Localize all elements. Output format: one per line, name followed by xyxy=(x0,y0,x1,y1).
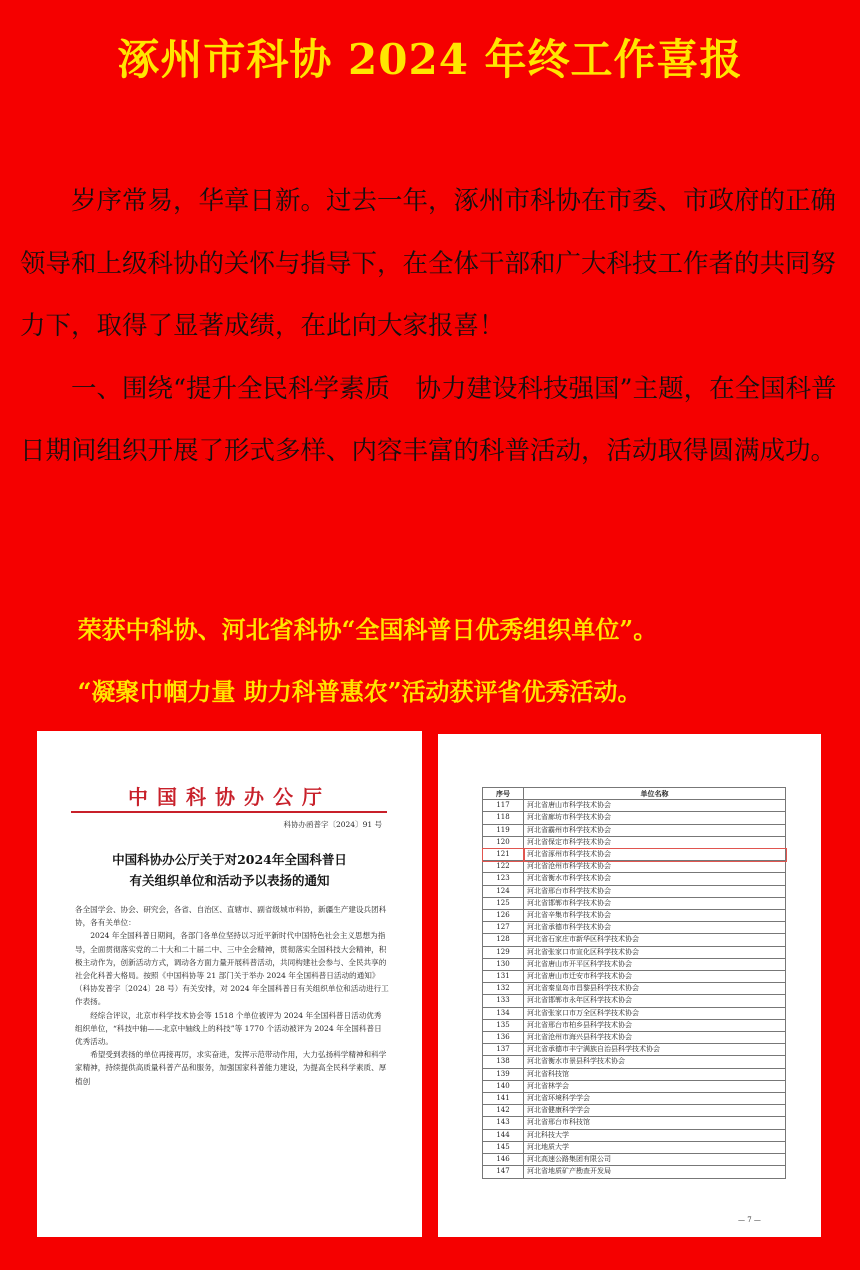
unit-name: 河北省唐山市迁安市科学技术协会 xyxy=(524,971,786,983)
table-row xyxy=(483,1093,786,1105)
table-row xyxy=(483,1141,786,1153)
unit-name: 河北科技大学 xyxy=(524,1129,786,1141)
unit-name: 河北省邢台市科技馆 xyxy=(524,1117,786,1129)
unit-name: 河北省邯郸市永年区科学技术协会 xyxy=(524,995,786,1007)
page-number: — 7 — xyxy=(738,1216,761,1224)
table-row xyxy=(483,1019,786,1031)
unit-name: 河北地质大学 xyxy=(524,1141,786,1153)
row-number: 131 xyxy=(483,971,524,983)
table-row xyxy=(483,983,786,995)
row-number: 143 xyxy=(483,1117,524,1129)
report-body xyxy=(20,170,840,483)
unit-name: 河北省环境科学学会 xyxy=(524,1093,786,1105)
row-number: 128 xyxy=(483,934,524,946)
row-number: 132 xyxy=(483,983,524,995)
row-number: 138 xyxy=(483,1056,524,1068)
unit-name: 河北省石家庄市新华区科学技术协会 xyxy=(524,934,786,946)
unit-name: 河北省沧州市科学技术协会 xyxy=(524,861,786,873)
activity-highlight: “凝聚巾帼力量 助力科普惠农”活动获评省优秀活动。 xyxy=(77,677,642,706)
table-row xyxy=(483,1117,786,1129)
table-row xyxy=(483,897,786,909)
row-number: 130 xyxy=(483,958,524,970)
table-row xyxy=(483,861,786,873)
notice-title-line-2: 有关组织单位和活动予以表扬的通知 xyxy=(129,873,330,888)
row-number: 119 xyxy=(483,824,524,836)
notice-paragraph: 希望受到表扬的单位再接再厉，求实奋进，发挥示范带动作用，大力弘扬科学精神和科学家精神，持续提供高质量科普产品和服务，加强国家科普能力建设，为提高全民科学素质、厚植创 xyxy=(75,1050,387,1086)
row-number: 133 xyxy=(483,995,524,1007)
table-row xyxy=(483,800,786,812)
table-row xyxy=(483,873,786,885)
unit-name: 河北省邢台市科学技术协会 xyxy=(524,885,786,897)
notice-salutation: 各全国学会、协会、研究会，各省、自治区、直辖市、副省级城市科协，新疆生产建设兵团科协，各有关单位： xyxy=(75,905,387,928)
item-one-paragraph: 一、围绕“提升全民科学素质 协力建设科技强国”主题，在全国科普日期间组织开展了形式多样、内容丰富的科普活动，活动取得圆满成功。 xyxy=(20,373,837,466)
unit-name: 河北省承德市丰宁满族自治县科学技术协会 xyxy=(524,1044,786,1056)
unit-name: 河北省廊坊市科学技术协会 xyxy=(524,812,786,824)
unit-list-document-image xyxy=(438,734,821,1237)
unit-name: 河北省健康科学学会 xyxy=(524,1105,786,1117)
table-row xyxy=(483,885,786,897)
row-number: 134 xyxy=(483,1007,524,1019)
row-number: 122 xyxy=(483,861,524,873)
page-title: 涿州市科协 2024 年终工作喜报 xyxy=(117,35,743,84)
table-row xyxy=(483,1032,786,1044)
row-number: 127 xyxy=(483,922,524,934)
table-header-row xyxy=(483,788,786,800)
table-row xyxy=(483,849,786,861)
notice-paragraph: 经综合评议，北京市科学技术协会等 1518 个单位被评为 2024 年全国科普日活动优秀组织单位，“科技中轴——北京中轴线上的科技”等 1770 个活动被评为 2024 年全国科普日优秀活动。 xyxy=(75,1010,382,1047)
table-row xyxy=(483,836,786,848)
row-number: 147 xyxy=(483,1166,524,1178)
row-number: 123 xyxy=(483,873,524,885)
unit-name: 河北省沧州市海兴县科学技术协会 xyxy=(524,1032,786,1044)
row-number: 137 xyxy=(483,1044,524,1056)
table-row xyxy=(483,1166,786,1178)
red-divider xyxy=(71,811,387,813)
unit-name: 河北省秦皇岛市昌黎县科学技术协会 xyxy=(524,983,786,995)
unit-name: 河北省衡水市科学技术协会 xyxy=(524,873,786,885)
unit-name: 河北省霸州市科学技术协会 xyxy=(524,824,786,836)
table-row xyxy=(483,910,786,922)
table-row xyxy=(483,922,786,934)
row-number: 144 xyxy=(483,1129,524,1141)
row-number: 145 xyxy=(483,1141,524,1153)
unit-name: 河北省邢台市柏乡县科学技术协会 xyxy=(524,1019,786,1031)
table-row xyxy=(483,1007,786,1019)
row-number: 129 xyxy=(483,946,524,958)
notice-document-image xyxy=(37,731,422,1237)
notice-title xyxy=(37,849,422,891)
table-row xyxy=(483,824,786,836)
unit-name: 河北省涿州市科学技术协会 xyxy=(524,849,786,861)
table-row xyxy=(483,958,786,970)
document-number: 科协办函普字〔2024〕91 号 xyxy=(283,820,382,829)
row-number: 124 xyxy=(483,885,524,897)
notice-body xyxy=(75,903,389,1088)
row-number: 140 xyxy=(483,1080,524,1092)
unit-name: 河北省张家口市宣化区科学技术协会 xyxy=(524,946,786,958)
row-number: 120 xyxy=(483,836,524,848)
unit-name: 河北省地质矿产勘查开发局 xyxy=(524,1166,786,1178)
table-row xyxy=(483,1080,786,1092)
unit-name: 河北省张家口市万全区科学技术协会 xyxy=(524,1007,786,1019)
unit-table xyxy=(482,787,786,1179)
unit-name: 河北省保定市科学技术协会 xyxy=(524,836,786,848)
issuing-organization: 中国科协办公厅 xyxy=(128,785,331,809)
row-number: 117 xyxy=(483,800,524,812)
table-row xyxy=(483,1154,786,1166)
row-number: 135 xyxy=(483,1019,524,1031)
unit-name: 河北省林学会 xyxy=(524,1080,786,1092)
unit-name: 河北省科技馆 xyxy=(524,1068,786,1080)
unit-name: 河北省承德市科学技术协会 xyxy=(524,922,786,934)
award-highlight: 荣获中科协、河北省科协“全国科普日优秀组织单位”。 xyxy=(77,615,658,644)
notice-title-line-1: 中国科协办公厅关于对2024年全国科普日 xyxy=(112,852,347,867)
table-row xyxy=(483,1044,786,1056)
intro-paragraph: 岁序常易，华章日新。过去一年，涿州市科协在市委、市政府的正确领导和上级科协的关怀与指导下，在全体干部和广大科技工作者的共同努力下，取得了显著成绩，在此向大家报喜！ xyxy=(20,186,837,341)
table-row xyxy=(483,1105,786,1117)
row-number: 141 xyxy=(483,1093,524,1105)
table-row xyxy=(483,995,786,1007)
unit-name: 河北省唐山市开平区科学技术协会 xyxy=(524,958,786,970)
table-row xyxy=(483,946,786,958)
column-header-unit-name: 单位名称 xyxy=(524,788,786,800)
row-number: 142 xyxy=(483,1105,524,1117)
notice-paragraph: 2024 年全国科普日期间，各部门各单位坚持以习近平新时代中国特色社会主义思想为指导，全面贯彻落实党的二十大和二十届二中、三中全会精神，贯彻落实全国科技大会精神，积极主动作为，创新活动方式，调动各方面力量开展科普活动，共同构建社会参与、全民共享的社会化科普大格局。按照《中国科协等 21 部门关于举办 2024 年全国科普日活动的通知》（科协发普字〔2024〕28 号）有关安排，对 2024 年全国科普日有关组织单位和活动进行工作表扬。 xyxy=(75,931,389,1007)
table-row xyxy=(483,934,786,946)
unit-name: 河北省衡水市景县科学技术协会 xyxy=(524,1056,786,1068)
row-number: 126 xyxy=(483,910,524,922)
row-number: 121 xyxy=(483,849,524,861)
table-row xyxy=(483,1068,786,1080)
row-number: 118 xyxy=(483,812,524,824)
table-row xyxy=(483,1056,786,1068)
unit-name: 河北省唐山市科学技术协会 xyxy=(524,800,786,812)
table-row xyxy=(483,1129,786,1141)
unit-name: 河北省辛集市科学技术协会 xyxy=(524,910,786,922)
row-number: 139 xyxy=(483,1068,524,1080)
table-row xyxy=(483,812,786,824)
row-number: 136 xyxy=(483,1032,524,1044)
unit-name: 河北高速公路集团有限公司 xyxy=(524,1154,786,1166)
table-row xyxy=(483,971,786,983)
row-number: 146 xyxy=(483,1154,524,1166)
unit-table-body xyxy=(483,800,786,1178)
unit-name: 河北省邯郸市科学技术协会 xyxy=(524,897,786,909)
row-number: 125 xyxy=(483,897,524,909)
column-header-number: 序号 xyxy=(483,788,524,800)
